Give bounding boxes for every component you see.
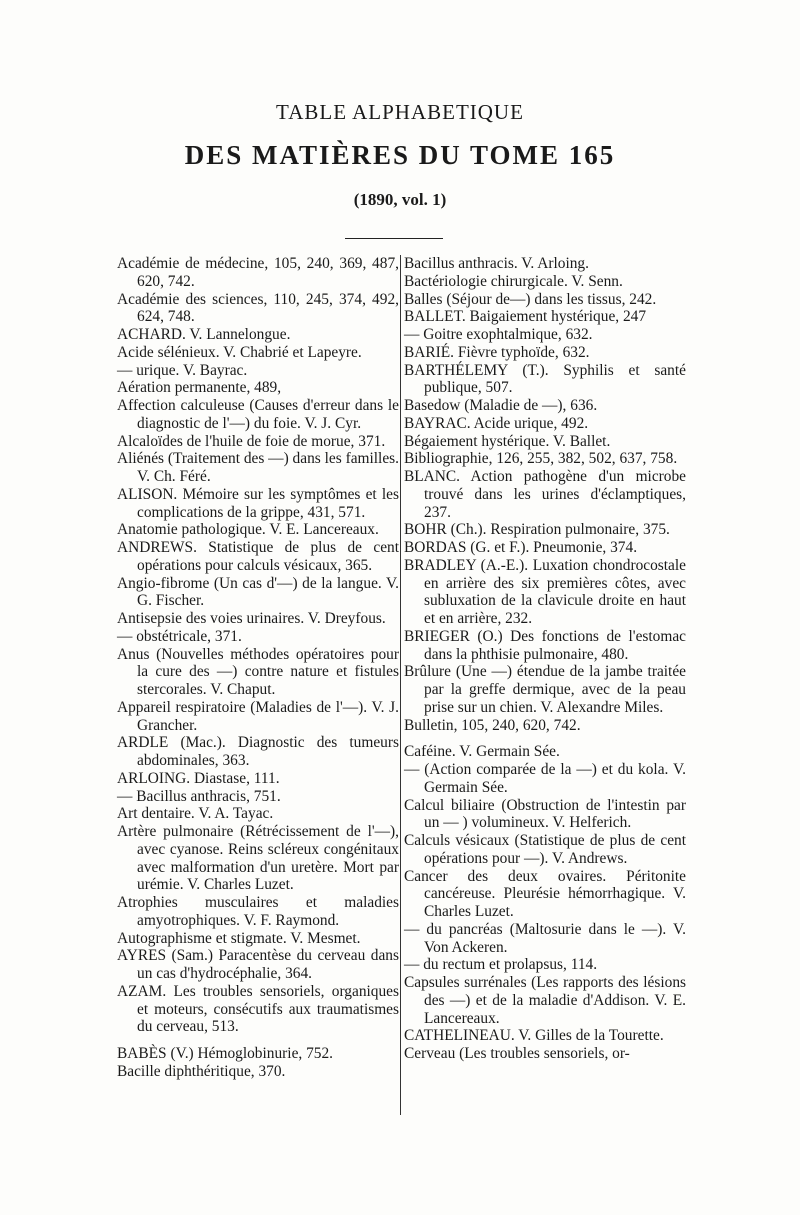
index-entry: Antisepsie des voies urinaires. V. Dreyfous. bbox=[117, 610, 386, 627]
index-entry: — du pancréas (Maltosurie dans le —). V. Von Ackeren. bbox=[404, 920, 686, 956]
index-entry: Bibliographie, 126, 255, 382, 502, 637, 758. bbox=[404, 450, 678, 468]
index-entry: — (Action comparée de la —) et du kola. V. Germain Sée. bbox=[404, 761, 686, 796]
index-entry: Bégaiement hystérique. V. Ballet. bbox=[404, 432, 611, 450]
index-entry: Angio-fibrome (Un cas d'—) de la langue. V. G. Fischer. bbox=[117, 574, 399, 610]
index-entry: ANDREWS. Statistique de plus de cent opérations pour calculs vésicaux, 365. bbox=[117, 539, 399, 574]
index-entry: Art dentaire. V. A. Tayac. bbox=[117, 805, 274, 823]
volume-subtitle: (1890, vol. 1) bbox=[353, 190, 447, 209]
index-entry: Cancer des deux ovaires. Péritonite cancéreuse. Pleurésie hémorrhagique. V. Charles Luzet. bbox=[404, 867, 686, 920]
index-entry: — Bacillus anthracis, 751. bbox=[117, 787, 281, 805]
index-entry: Académie des sciences, 110, 245, 374, 492, 624, 748. bbox=[117, 290, 399, 326]
index-entry: Calcul biliaire (Obstruction de l'intestin par un — ) volumineux. V. Helferich. bbox=[404, 796, 686, 832]
index-entry: Cerveau (Les troubles sensoriels, or- bbox=[404, 1045, 630, 1062]
index-entry: Capsules surrénales (Les rapports des lésions des —) et de la maladie d'Addison. V. E. Lancereaux. bbox=[404, 974, 686, 1027]
index-entry: — Goitre exophtalmique, 632. bbox=[404, 326, 593, 343]
index-entry: CATHELINEAU. V. Gilles de la Tourette. bbox=[404, 1027, 664, 1045]
index-entry: Alcaloïdes de l'huile de foie de morue, 371. bbox=[117, 432, 386, 450]
header-rule bbox=[345, 238, 443, 239]
index-entry: Basedow (Maladie de —), 636. bbox=[404, 397, 598, 414]
title-line-1: TABLE ALPHABETIQUE bbox=[276, 100, 524, 124]
index-entry: Anatomie pathologique. V. E. Lancereaux. bbox=[117, 521, 379, 539]
index-entry: Appareil respiratoire (Maladies de l'—). V. J. Grancher. bbox=[117, 698, 399, 734]
title-line-2: DES MATIÈRES DU TOME 165 bbox=[184, 140, 616, 170]
section-gap bbox=[404, 734, 686, 743]
index-entry: BRIEGER (O.) Des fonctions de l'estomac dans la phthisie pulmonaire, 480. bbox=[404, 627, 686, 663]
index-entry: BARIÉ. Fièvre typhoïde, 632. bbox=[404, 343, 590, 361]
index-entry: — du rectum et prolapsus, 114. bbox=[404, 956, 598, 974]
index-entry: BALLET. Baigaiement hystérique, 247 bbox=[404, 308, 647, 326]
index-entry: Autographisme et stigmate. V. Mesmet. bbox=[117, 929, 361, 947]
index-entry: Acide sélénieux. V. Chabrié et Lapeyre. bbox=[117, 343, 362, 361]
index-entry: Académie de médecine, 105, 240, 369, 487, 620, 742. bbox=[117, 255, 399, 290]
index-entry: Anus (Nouvelles méthodes opératoires pour la cure des —) contre nature et fistules stercorales. V. Chaput. bbox=[117, 645, 399, 698]
index-entry: Calculs vésicaux (Statistique de plus de cent opérations pour —). V. Andrews. bbox=[404, 832, 686, 867]
index-entry: ARDLE (Mac.). Diagnostic des tumeurs abdominales, 363. bbox=[117, 734, 399, 769]
index-entry: BRADLEY (A.-E.). Luxation chondrocostale en arrière des six premières côtes, avec subluxation de la clavicule droite en haut et en arrière, 232. bbox=[404, 556, 686, 627]
index-entry: Bacillus anthracis. V. Arloing. bbox=[404, 255, 589, 272]
index-entry: BLANC. Action pathogène d'un microbe trouvé dans les urines d'éclamptiques, 237. bbox=[404, 468, 686, 521]
section-gap bbox=[117, 1036, 399, 1045]
index-entry: Aliénés (Traitement des —) dans les familles. V. Ch. Féré. bbox=[117, 450, 399, 485]
index-entry: BORDAS (G. et F.). Pneumonie, 374. bbox=[404, 539, 638, 556]
index-entry: ALISON. Mémoire sur les symptômes et les complications de la grippe, 431, 571. bbox=[117, 485, 399, 521]
index-entry: Balles (Séjour de—) dans les tissus, 242. bbox=[404, 290, 657, 308]
index-entry: ACHARD. V. Lannelongue. bbox=[117, 326, 291, 343]
index-column-left bbox=[117, 255, 399, 1081]
column-divider bbox=[400, 255, 401, 1115]
index-entry: Aération permanente, 489, bbox=[117, 379, 282, 397]
index-entry: Affection calculeuse (Causes d'erreur dans le diagnostic de l'—) du foie. V. J. Cyr. bbox=[117, 397, 399, 432]
index-entry: ARLOING. Diastase, 111. bbox=[117, 769, 280, 787]
index-entry: Atrophies musculaires et maladies amyotrophiques. V. F. Raymond. bbox=[117, 894, 399, 929]
index-entry: BOHR (Ch.). Respiration pulmonaire, 375. bbox=[404, 521, 670, 539]
index-entry: Artère pulmonaire (Rétrécissement de l'—), avec cyanose. Reins scléreux congénitaux avec malformation d'un uretère. Mort par urémie. V. Charles Luzet. bbox=[117, 823, 399, 894]
index-entry: BARTHÉLEMY (T.). Syphilis et santé publique, 507. bbox=[404, 361, 686, 397]
index-entry: — obstétricale, 371. bbox=[117, 627, 242, 645]
index-entry: BAYRAC. Acide urique, 492. bbox=[404, 414, 589, 432]
index-entry: BABÈS (V.) Hémoglobinurie, 752. bbox=[117, 1045, 334, 1062]
index-entry: — urique. V. Bayrac. bbox=[117, 361, 248, 379]
index-entry: AZAM. Les troubles sensoriels, organiques et moteurs, consécutifs aux traumatismes du cerveau, 513. bbox=[117, 982, 399, 1036]
index-entry: AYRES (Sam.) Paracentèse du cerveau dans un cas d'hydrocéphalie, 364. bbox=[117, 947, 399, 982]
index-entry: Bactériologie chirurgicale. V. Senn. bbox=[404, 272, 623, 290]
index-entry: Caféine. V. Germain Sée. bbox=[404, 743, 560, 761]
index-entry: Brûlure (Une —) étendue de la jambe traitée par la greffe dermique, avec de la peau prise sur un chien. V. Alexandre Miles. bbox=[404, 663, 686, 716]
index-entry: Bulletin, 105, 240, 620, 742. bbox=[404, 716, 581, 734]
index-entry: Bacille diphthéritique, 370. bbox=[117, 1062, 286, 1080]
index-column-right bbox=[404, 255, 686, 1063]
